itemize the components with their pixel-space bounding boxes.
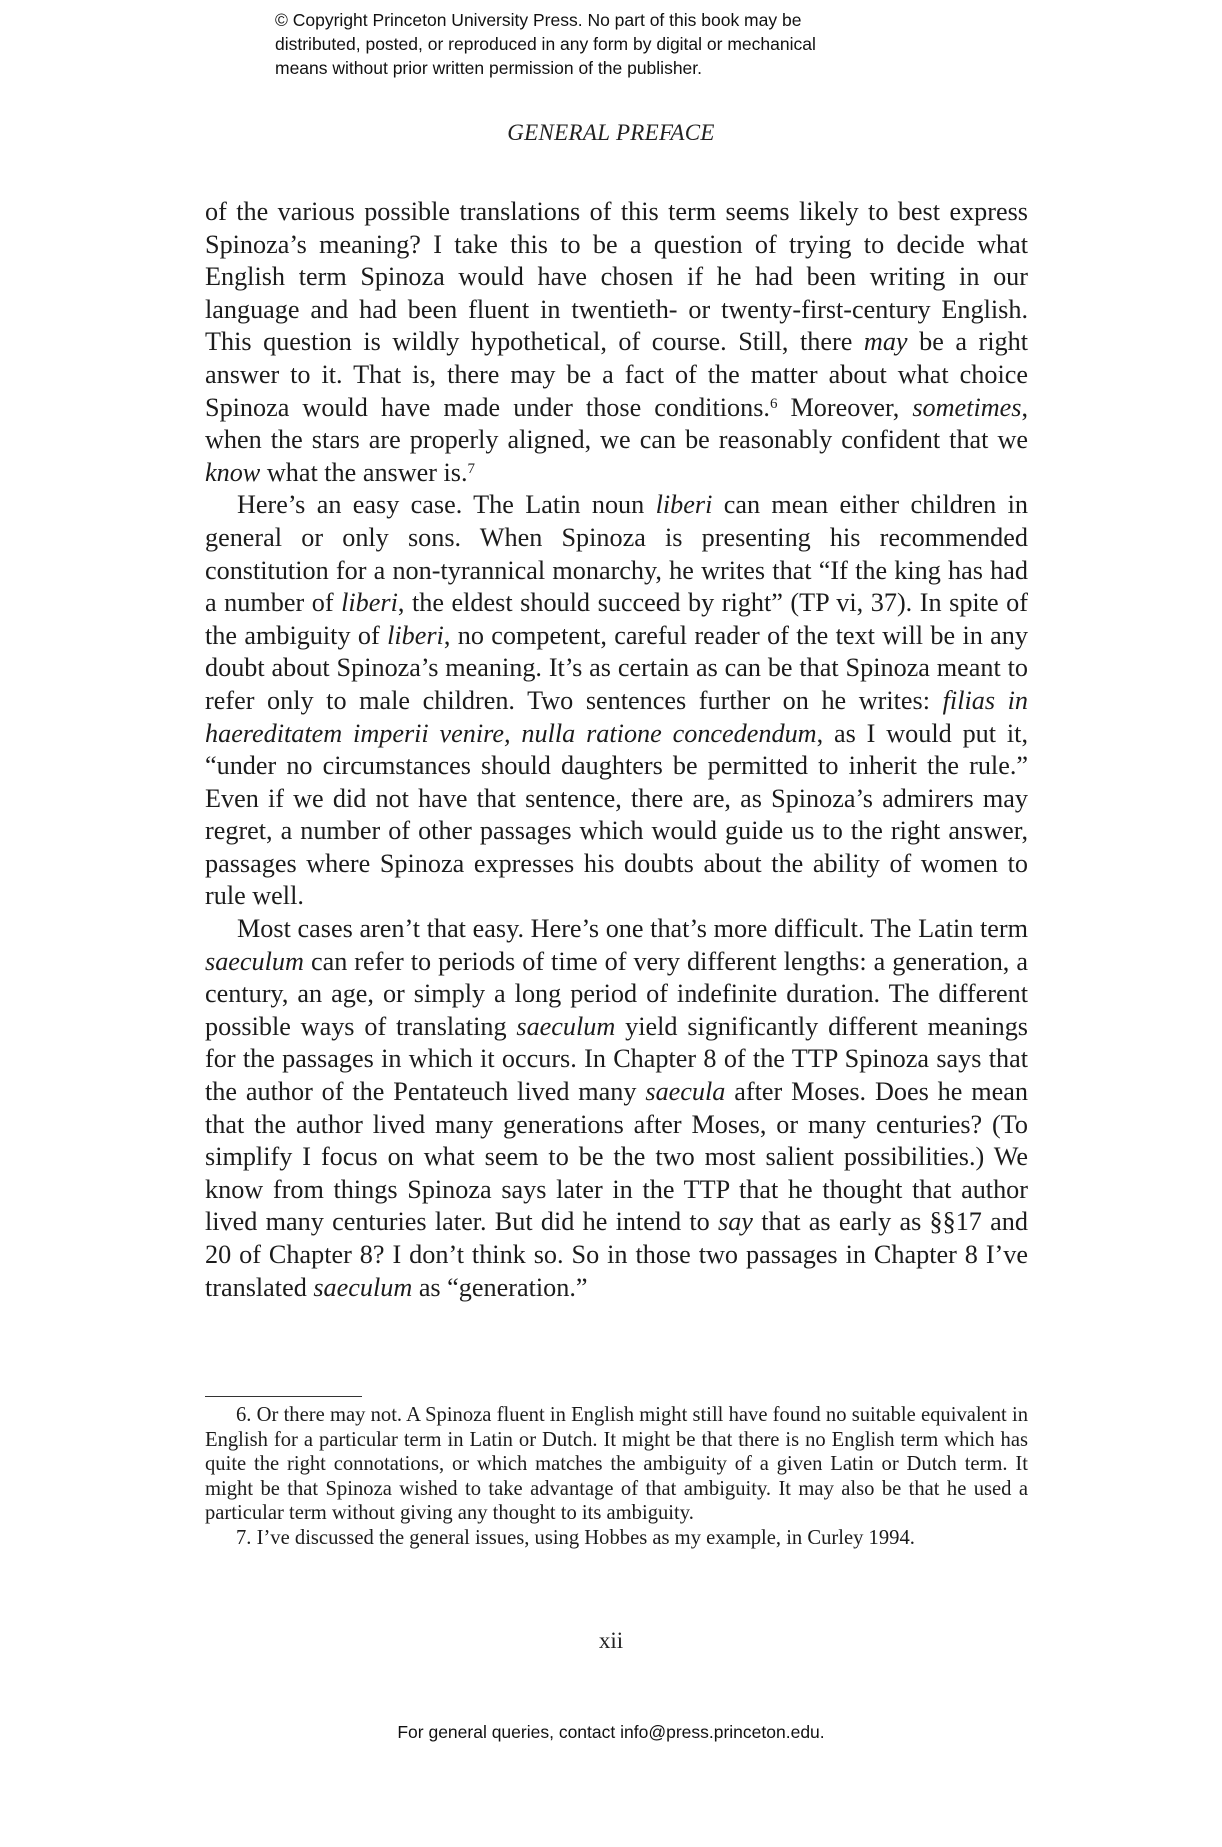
text-run: Most cases aren’t that easy. Here’s one that’s more difficult. The Latin term xyxy=(237,914,1028,944)
text-run: what the answer is. xyxy=(260,457,468,487)
italic-run: filias in haereditatem imperii venire, nulla ratione concedendum xyxy=(205,685,1028,748)
footnote-6: 6. Or there may not. A Spinoza fluent in English might still have found no suitable equivalent in English for a particular term in Latin or Dutch. It might be that there is no English term which has quite the right connotations, or which matches the ambiguity of a given Latin or Dutch term. It might be that Spinoza wished to take advantage of that ambiguity. It may also be that he used a particular term without giving any thought to its ambiguity. xyxy=(205,1404,1028,1525)
text-run: can refer to periods of time of very different lengths: a generation, a century, an age, or simply a long period of indefinite duration. The different possible ways of translating xyxy=(205,946,1028,1041)
page-number: xii xyxy=(598,1628,624,1653)
text-run: , the eldest should succeed by right” (TP vi, 37). In spite of the ambiguity of xyxy=(205,588,1028,650)
text-run: , as I would put it, “under no circumstances should daughters be permitted to inherit the rule.” Even if we did not have that sentence, there are, as Spinoza’s admirers may regret, a number of other passages which would guide us to the right answer, passages where Spinoza expresses his doubts about the ability of women to rule well. xyxy=(205,718,1028,911)
copyright-notice xyxy=(275,8,915,80)
italic-run: saeculum xyxy=(205,946,304,976)
italic-run: liberi xyxy=(341,588,398,618)
copyright-line-1: © Copyright Princeton University Press. No part of this book may be xyxy=(275,10,802,30)
text-run: after Moses. Does he mean that the author lived many generations after Moses, or many centuries? (To simplify I focus on what seem to be the two most salient possibilities.) We know from things Spinoza says later in the TTP that he thought that author lived many centuries later. But did he intend to xyxy=(205,1077,1028,1237)
running-head: GENERAL PREFACE xyxy=(507,120,715,145)
text-run: Moreover, xyxy=(777,392,913,422)
footnote-marker-7[interactable]: 7 xyxy=(467,460,476,477)
paragraph-1 xyxy=(205,196,1028,489)
text-run: can mean either children in general or only sons. When Spinoza is presenting his recommended constitution for a non-tyrannical monarchy, he writes that “If the king has had a number of xyxy=(205,490,1028,618)
copyright-line-3: means without prior written permission of the publisher. xyxy=(275,58,703,78)
text-run: , no competent, careful reader of the text will be in any doubt about Spinoza’s meaning. It’s as certain as can be that Spinoza meant to refer only to male children. Two sentences further on he writes: xyxy=(205,620,1028,715)
footnote-divider xyxy=(205,1396,362,1397)
paragraph-2 xyxy=(205,489,1028,913)
text-run: of the various possible translations of this term seems likely to best express Spinoza’s meaning? I take this to be a question of trying to decide what English term Spinoza would have chosen if he had been writing in our language and had been fluent in twentieth- or twenty-first-century English. This question is wildly hypothetical, of course. Still, there xyxy=(205,197,1028,357)
italic-run: may xyxy=(863,327,908,357)
text-run: yield significantly different meanings for the passages in which it occurs. In Chapter 8 of the TTP Spinoza says that the author of the Pentateuch lived many xyxy=(205,1011,1028,1107)
italic-run: know xyxy=(205,457,261,487)
text-run: that as early as §§17 and 20 of Chapter 8? I don’t think so. So in those two passages in Chapter 8 I’ve translated xyxy=(205,1207,1028,1302)
text-run: be a right answer to it. That is, there may be a fact of the matter about what choice Spinoza would have made under those conditions. xyxy=(205,327,1028,422)
footnote-marker-6[interactable]: 6 xyxy=(769,395,778,412)
text-run: Here’s an easy case. The Latin noun xyxy=(237,490,656,520)
footnotes xyxy=(205,1403,1028,1551)
body-text xyxy=(205,196,1028,1304)
italic-run: liberi xyxy=(387,620,444,650)
paragraph-3 xyxy=(205,913,1028,1304)
contact-notice: For general queries, contact info@press.princeton.edu. xyxy=(397,1722,825,1742)
text-run: , when the stars are properly aligned, we can be reasonably confident that we xyxy=(205,392,1028,455)
italic-run: saeculum xyxy=(516,1011,616,1041)
italic-run: sometimes xyxy=(912,392,1022,422)
italic-run: liberi xyxy=(655,490,713,520)
copyright-line-2: distributed, posted, or reproduced in any form by digital or mechanical xyxy=(275,34,816,54)
italic-run: say xyxy=(718,1207,753,1237)
text-run: as “generation.” xyxy=(412,1272,588,1302)
italic-run: saeculum xyxy=(313,1272,413,1302)
italic-run: saecula xyxy=(645,1077,726,1107)
footnote-7: 7. I’ve discussed the general issues, using Hobbes as my example, in Curley 1994. xyxy=(236,1526,915,1549)
